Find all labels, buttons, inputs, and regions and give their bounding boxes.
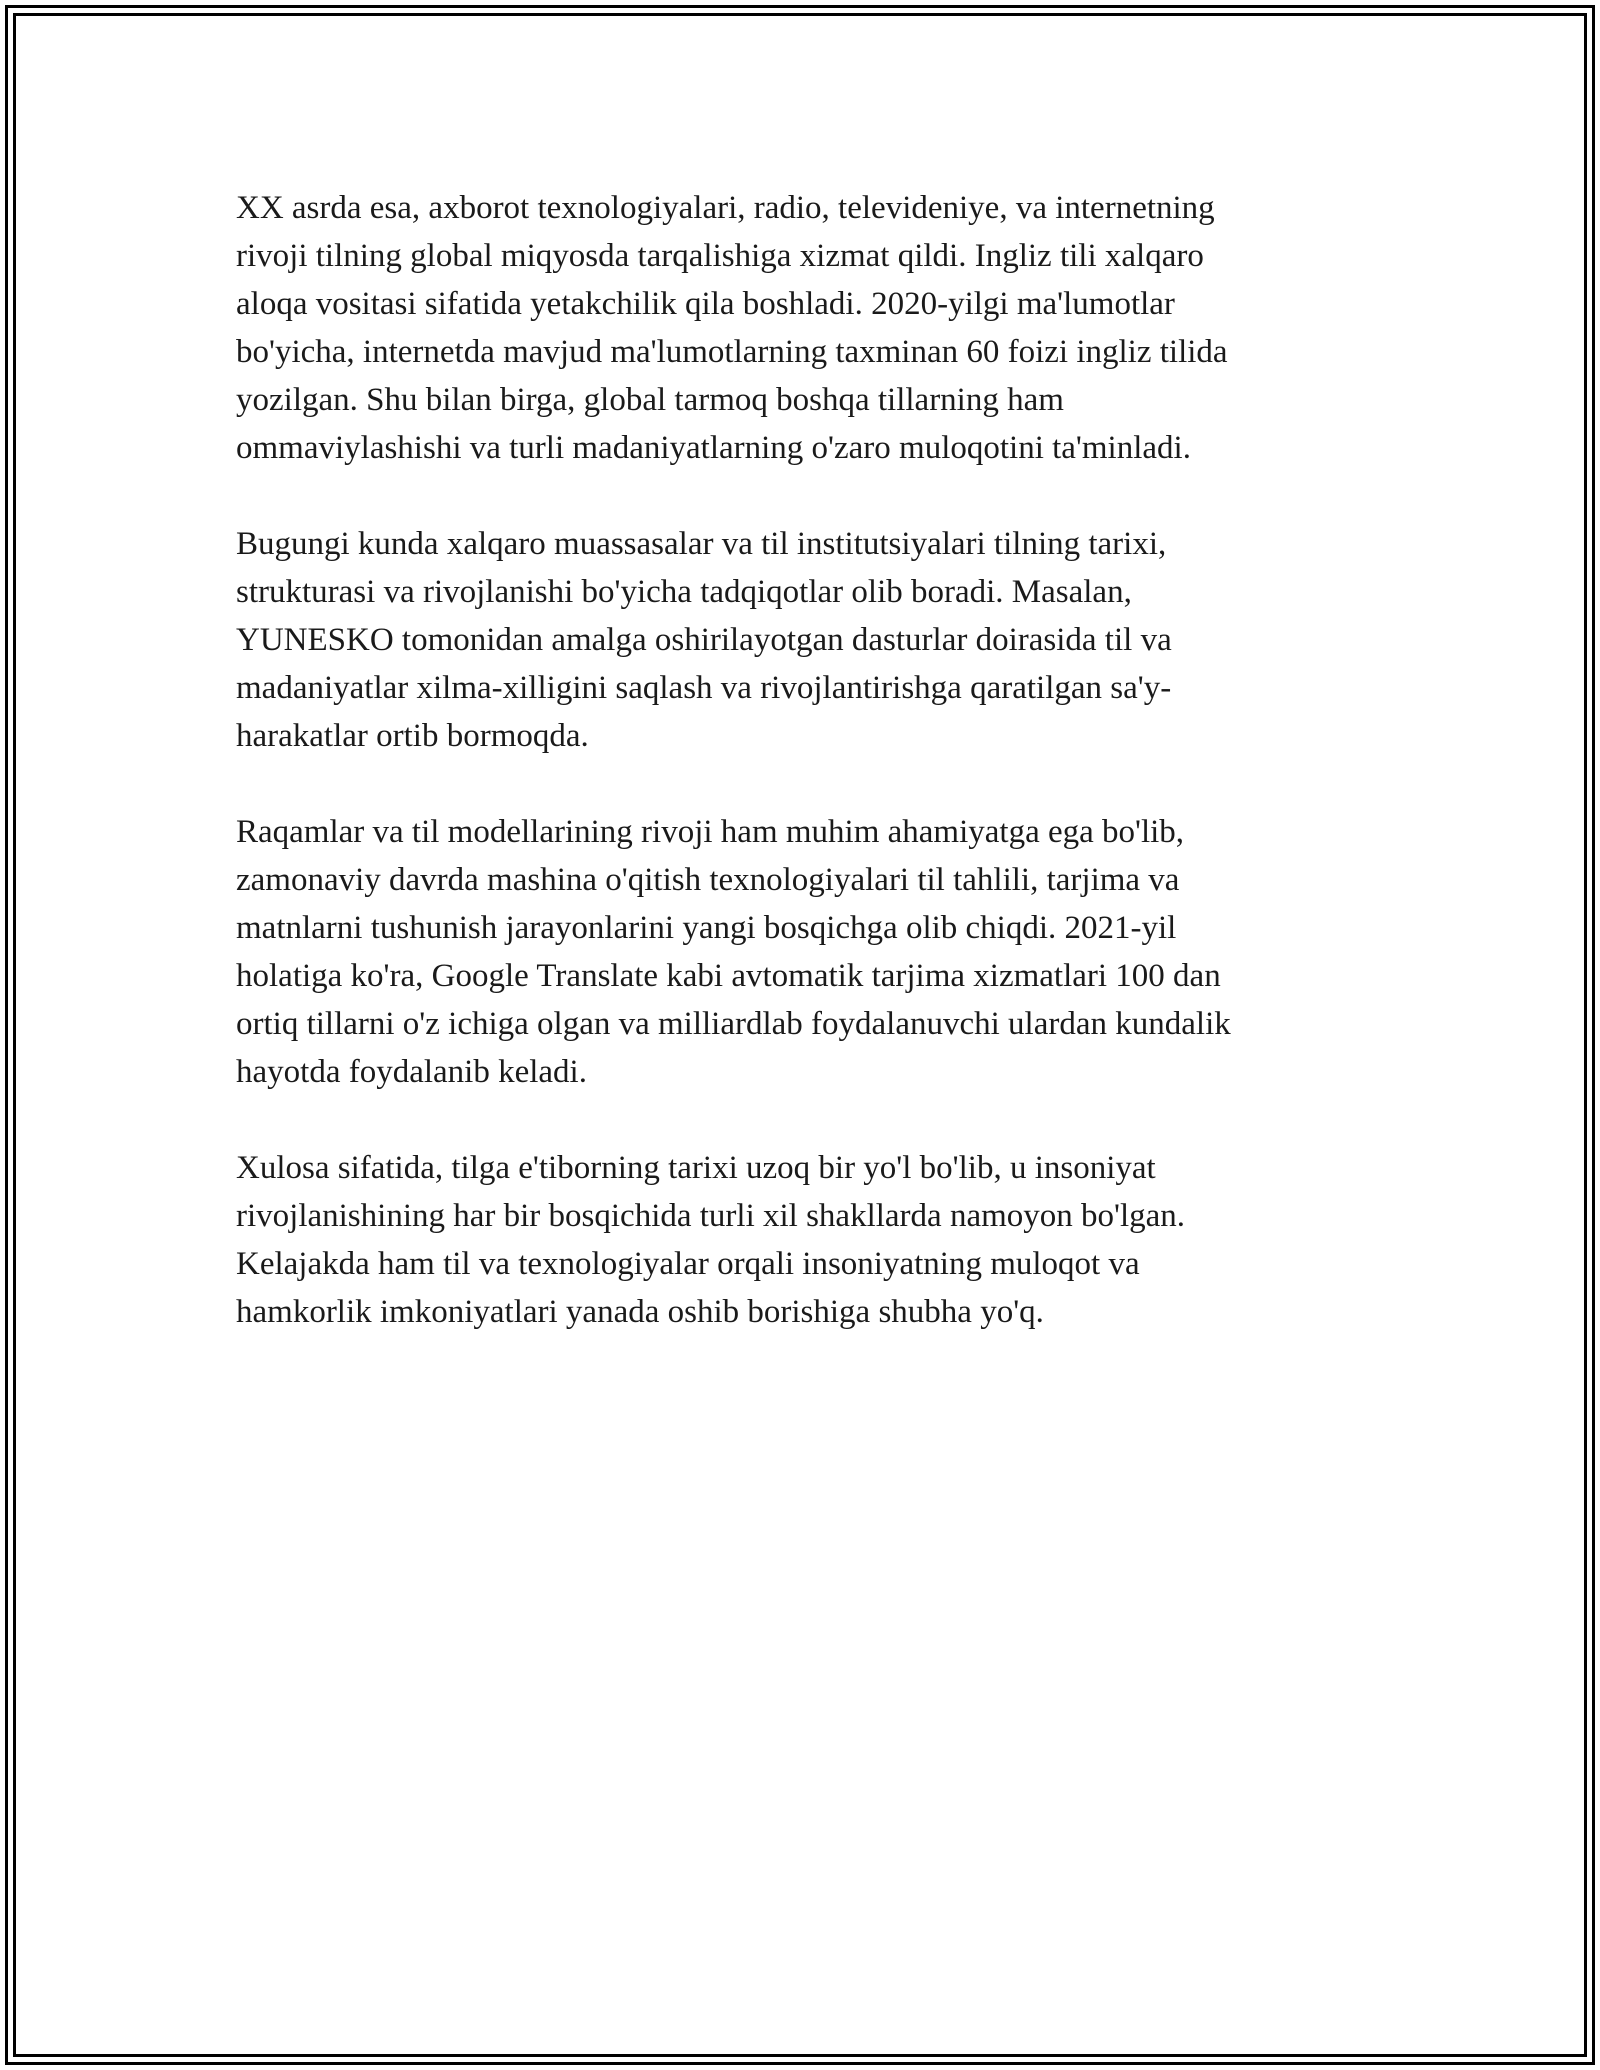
paragraph-institutions: Bugungi kunda xalqaro muassasalar va til institutsiyalari tilning tarixi, strukturasi va rivojlanishi bo'yicha tadqiqotlar olib boradi. Masalan, YUNESKO tomonidan amalga oshirilayotgan dasturlar doirasida til va madaniyatlar xilma-xilligini saqlash va rivojlantirishga qaratilgan sa'y- harakatlar ortib bormoqda. [236,526,1172,754]
paragraph-conclusion: Xulosa sifatida, tilga e'tiborning tarixi uzoq bir yo'l bo'lib, u insoniyat rivojlanishining har bir bosqichida turli xil shakllarda namoyon bo'lgan. Kelajakda ham til va texnologiyalar orqali insoniyatning muloqot va hamkorlik imkoniyatlari yanada oshib borishiga shubha yo'q. [236,1150,1186,1330]
paragraph-language-models: Raqamlar va til modellarining rivoji ham muhim ahamiyatga ega bo'lib, zamonaviy davrda mashina o'qitish texnologiyalari til tahlili, tarjima va matnlarni tushunish jarayonlarini yangi bosqichga olib chiqdi. 2021-yil holatiga ko'ra, Google Translate kabi avtomatik tarjima xizmatlari 100 dan ortiq tillarni o'z ichiga olgan va milliardlab foydalanuvchi ulardan kundalik hayotda foydalanib keladi. [236,814,1231,1090]
document-body [236,184,1366,1384]
paragraph-internet-era: XX asrda esa, axborot texnologiyalari, radio, televideniye, va internetning rivoji tilning global miqyosda tarqalishiga xizmat qildi. Ingliz tili xalqaro aloqa vositasi sifatida yetakchilik qila boshladi. 2020-yilgi ma'lumotlar bo'yicha, internetda mavjud ma'lumotlarning taxminan 60 foizi ingliz tilida yozilgan. Shu bilan birga, global tarmoq boshqa tillarning ham ommaviylashishi va turli madaniyatlarning o'zaro muloqotini ta'minladi. [236,190,1228,466]
